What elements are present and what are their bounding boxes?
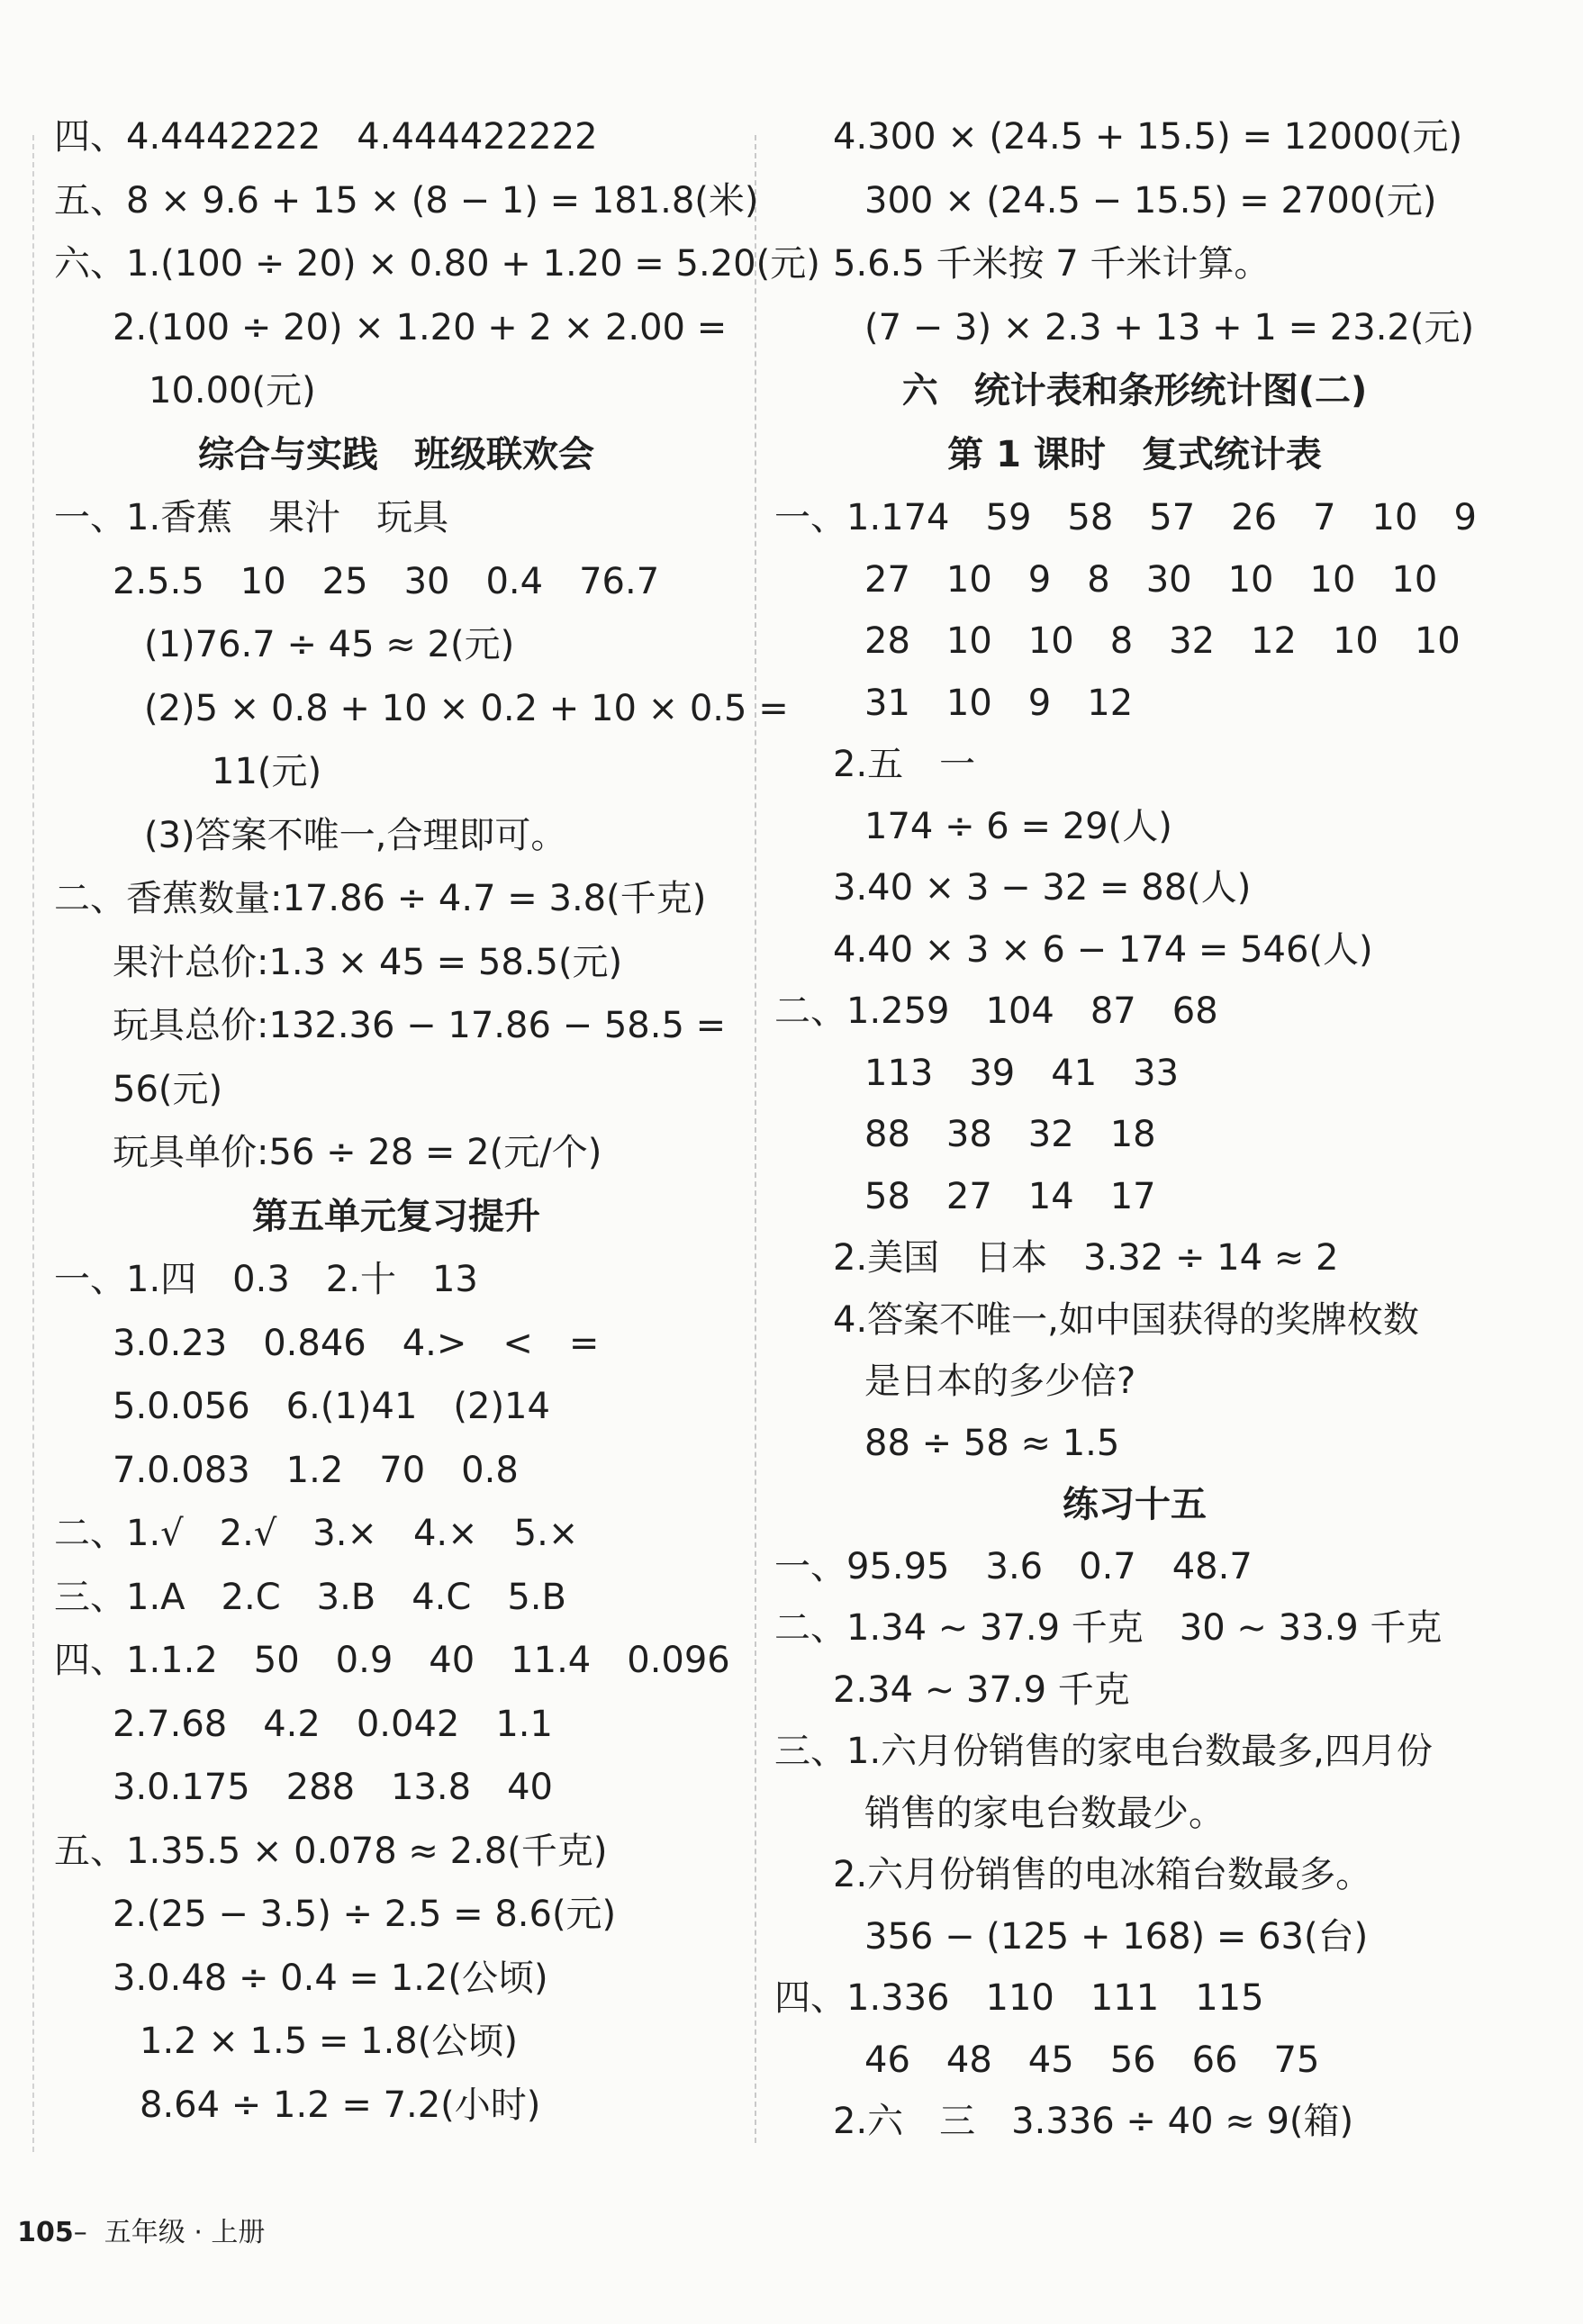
answer-line: 5.6.5 千米按 7 千米计算。 — [833, 243, 1271, 285]
answer-line: 三、1.六月份销售的家电台数最多,四月份 — [774, 1731, 1433, 1772]
answer-line: 玩具总价:132.36 − 17.86 − 58.5 = — [113, 1005, 727, 1046]
answer-line: 2.5.5 10 25 30 0.4 76.7 — [113, 561, 660, 602]
answer-line: 88 38 32 18 — [864, 1114, 1156, 1155]
answer-line: (7 − 3) × 2.3 + 13 + 1 = 23.2(元) — [864, 307, 1475, 348]
section-heading: 第 1 课时 复式统计表 — [947, 434, 1322, 475]
answer-line: 四、1.1.2 50 0.9 40 11.4 0.096 — [54, 1640, 730, 1681]
answer-line: 58 27 14 17 — [864, 1176, 1156, 1217]
answer-line: 2.(25 − 3.5) ÷ 2.5 = 8.6(元) — [113, 1894, 617, 1935]
answer-line: 2.六 三 3.336 ÷ 40 ≈ 9(箱) — [833, 2101, 1354, 2142]
answer-line: 56(元) — [113, 1069, 223, 1110]
answer-line: 3.0.175 288 13.8 40 — [113, 1767, 553, 1808]
answer-line: 四、4.4442222 4.444422222 — [54, 116, 598, 158]
answer-line: 28 10 10 8 32 12 10 10 — [864, 620, 1461, 662]
answer-line: 2.7.68 4.2 0.042 1.1 — [113, 1704, 553, 1745]
answer-line: 2.34 ~ 37.9 千克 — [833, 1669, 1130, 1711]
section-heading: 第五单元复习提升 — [252, 1196, 540, 1237]
answer-line: 五、8 × 9.6 + 15 × (8 − 1) = 181.8(米) — [54, 180, 759, 222]
answer-line: 8.64 ÷ 1.2 = 7.2(小时) — [140, 2084, 541, 2126]
answer-line: 4.答案不唯一,如中国获得的奖牌枚数 — [833, 1299, 1419, 1341]
answer-line: 一、1.香蕉 果汁 玩具 — [54, 497, 449, 538]
section-heading: 六 统计表和条形统计图(二) — [901, 370, 1368, 411]
answer-line: 一、1.174 59 58 57 26 7 10 9 — [774, 497, 1477, 538]
answer-line: 2.美国 日本 3.32 ÷ 14 ≈ 2 — [833, 1237, 1339, 1279]
answer-line: 5.0.056 6.(1)41 (2)14 — [113, 1386, 550, 1427]
answer-line: 88 ÷ 58 ≈ 1.5 — [864, 1423, 1120, 1464]
answer-line: 销售的家电台数最少。 — [864, 1793, 1225, 1834]
answer-line: 六、1.(100 ÷ 20) × 0.80 + 1.20 = 5.20(元) — [54, 243, 820, 285]
answer-line: 果汁总价:1.3 × 45 = 58.5(元) — [113, 942, 623, 983]
grade-label: 五年级 · 上册 — [104, 2217, 266, 2248]
answer-line: 46 48 45 56 66 75 — [864, 2039, 1320, 2081]
footer-dash: – — [73, 2217, 87, 2248]
answer-line: 10.00(元) — [149, 370, 316, 411]
answer-line: 2.六月份销售的电冰箱台数最多。 — [833, 1854, 1372, 1895]
answer-line: 二、1.√ 2.√ 3.× 4.× 5.× — [54, 1513, 579, 1554]
answer-line: 300 × (24.5 − 15.5) = 2700(元) — [864, 180, 1437, 222]
answer-line: 4.300 × (24.5 + 15.5) = 12000(元) — [833, 116, 1463, 158]
answer-line: 一、1.四 0.3 2.十 13 — [54, 1259, 478, 1300]
answer-line: 31 10 9 12 — [864, 683, 1134, 724]
answer-line: 2.五 一 — [833, 744, 976, 785]
answer-line: 7.0.083 1.2 70 0.8 — [113, 1450, 519, 1491]
page-number: 105 — [17, 2217, 74, 2248]
answer-line: 二、1.259 104 87 68 — [774, 990, 1218, 1032]
answer-line: 三、1.A 2.C 3.B 4.C 5.B — [54, 1577, 566, 1618]
answer-line: 11(元) — [212, 751, 322, 792]
answer-line: 4.40 × 3 × 6 − 174 = 546(人) — [833, 929, 1373, 971]
answer-line: 是日本的多少倍? — [864, 1361, 1136, 1402]
answer-line: 3.40 × 3 − 32 = 88(人) — [833, 867, 1252, 909]
page-edge-divider — [32, 135, 34, 2152]
answer-line: (1)76.7 ÷ 45 ≈ 2(元) — [144, 624, 515, 665]
answer-line: 二、香蕉数量:17.86 ÷ 4.7 = 3.8(千克) — [54, 878, 707, 919]
answer-line: 1.2 × 1.5 = 1.8(公顷) — [140, 2021, 518, 2062]
answer-line: 174 ÷ 6 = 29(人) — [864, 806, 1172, 847]
answer-line: 113 39 41 33 — [864, 1053, 1180, 1094]
answer-line: (2)5 × 0.8 + 10 × 0.2 + 10 × 0.5 = — [144, 688, 789, 729]
answer-line: 3.0.23 0.846 4.> < = — [113, 1323, 600, 1364]
answer-line: 27 10 9 8 30 10 10 10 — [864, 559, 1438, 601]
answer-line: 二、1.34 ~ 37.9 千克 30 ~ 33.9 千克 — [774, 1607, 1443, 1649]
answer-line: 玩具单价:56 ÷ 28 = 2(元/个) — [113, 1132, 602, 1173]
answer-line: 3.0.48 ÷ 0.4 = 1.2(公顷) — [113, 1958, 548, 1999]
column-divider — [755, 135, 756, 2143]
answer-line: 五、1.35.5 × 0.078 ≈ 2.8(千克) — [54, 1831, 608, 1872]
answer-line: 一、95.95 3.6 0.7 48.7 — [774, 1546, 1253, 1587]
section-heading: 练习十五 — [1063, 1484, 1207, 1525]
answer-line: 356 − (125 + 168) = 63(台) — [864, 1916, 1369, 1958]
section-heading: 综合与实践 班级联欢会 — [198, 434, 594, 475]
answer-line: (3)答案不唯一,合理即可。 — [144, 815, 567, 856]
answer-line: 2.(100 ÷ 20) × 1.20 + 2 × 2.00 = — [113, 307, 728, 348]
page-footer — [0, 2179, 265, 2251]
answer-line: 四、1.336 110 111 115 — [774, 1977, 1264, 2019]
